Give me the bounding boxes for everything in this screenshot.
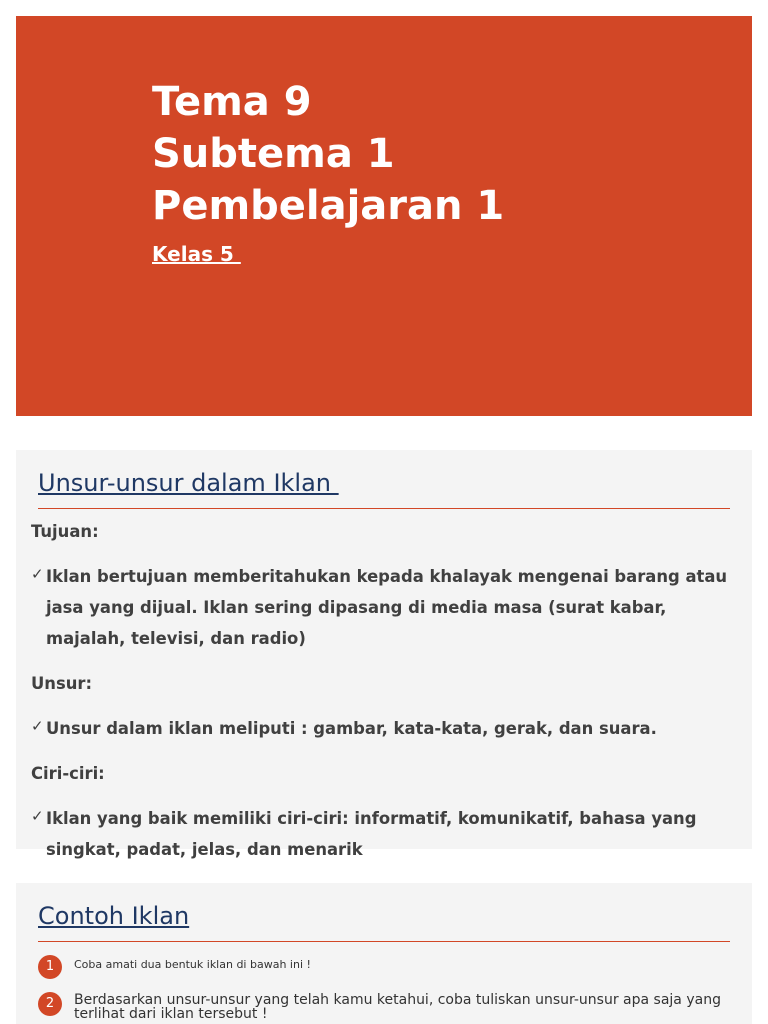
- check-icon: ✓: [31, 717, 44, 735]
- step-text: Coba amati dua bentuk iklan di bawah ini !: [74, 958, 311, 971]
- step-number-badge: 2: [38, 992, 62, 1016]
- title-slide: [16, 16, 752, 416]
- numbered-step: [38, 955, 728, 979]
- title-divider: [38, 941, 730, 942]
- slide-title: Contoh Iklan: [38, 902, 190, 930]
- title-divider: [38, 508, 730, 509]
- bullet-text: Iklan bertujuan memberitahukan kepada khalayak mengenai barang atau jasa yang dijual. Iklan sering dipasang di media masa (surat kabar, majalah, televisi, dan radio): [46, 567, 728, 648]
- slide-heading: [152, 76, 504, 232]
- heading-line-subtheme: Subtema 1: [152, 131, 395, 177]
- slide-title: Unsur-unsur dalam Iklan: [38, 469, 339, 497]
- section-label-traits: Ciri-ciri:: [31, 764, 105, 783]
- class-subtitle: Kelas 5: [152, 242, 241, 266]
- bullet-text: Iklan yang baik memiliki ciri-ciri: informatif, komunikatif, bahasa yang singkat, padat, jelas, dan menarik: [46, 809, 697, 859]
- step-number-badge: 1: [38, 955, 62, 979]
- check-icon: ✓: [31, 807, 44, 825]
- section-label-purpose: Tujuan:: [31, 522, 99, 541]
- heading-line-theme: Tema 9: [152, 79, 312, 125]
- section-label-elements: Unsur:: [31, 674, 93, 693]
- check-icon: ✓: [31, 565, 44, 583]
- slide-body: [31, 516, 749, 879]
- step-text: Berdasarkan unsur-unsur yang telah kamu ketahui, coba tuliskan unsur-unsur apa saja yang terlihat dari iklan tersebut !: [74, 992, 721, 1022]
- bullet-traits: [31, 803, 749, 865]
- numbered-step: [38, 992, 728, 1021]
- examples-slide: [16, 883, 752, 1024]
- bullet-purpose: [31, 561, 749, 654]
- bullet-elements: [31, 713, 749, 744]
- elements-slide: [16, 450, 752, 859]
- heading-line-lesson: Pembelajaran 1: [152, 183, 505, 229]
- bullet-text: Unsur dalam iklan meliputi : gambar, kata-kata, gerak, dan suara.: [46, 719, 657, 738]
